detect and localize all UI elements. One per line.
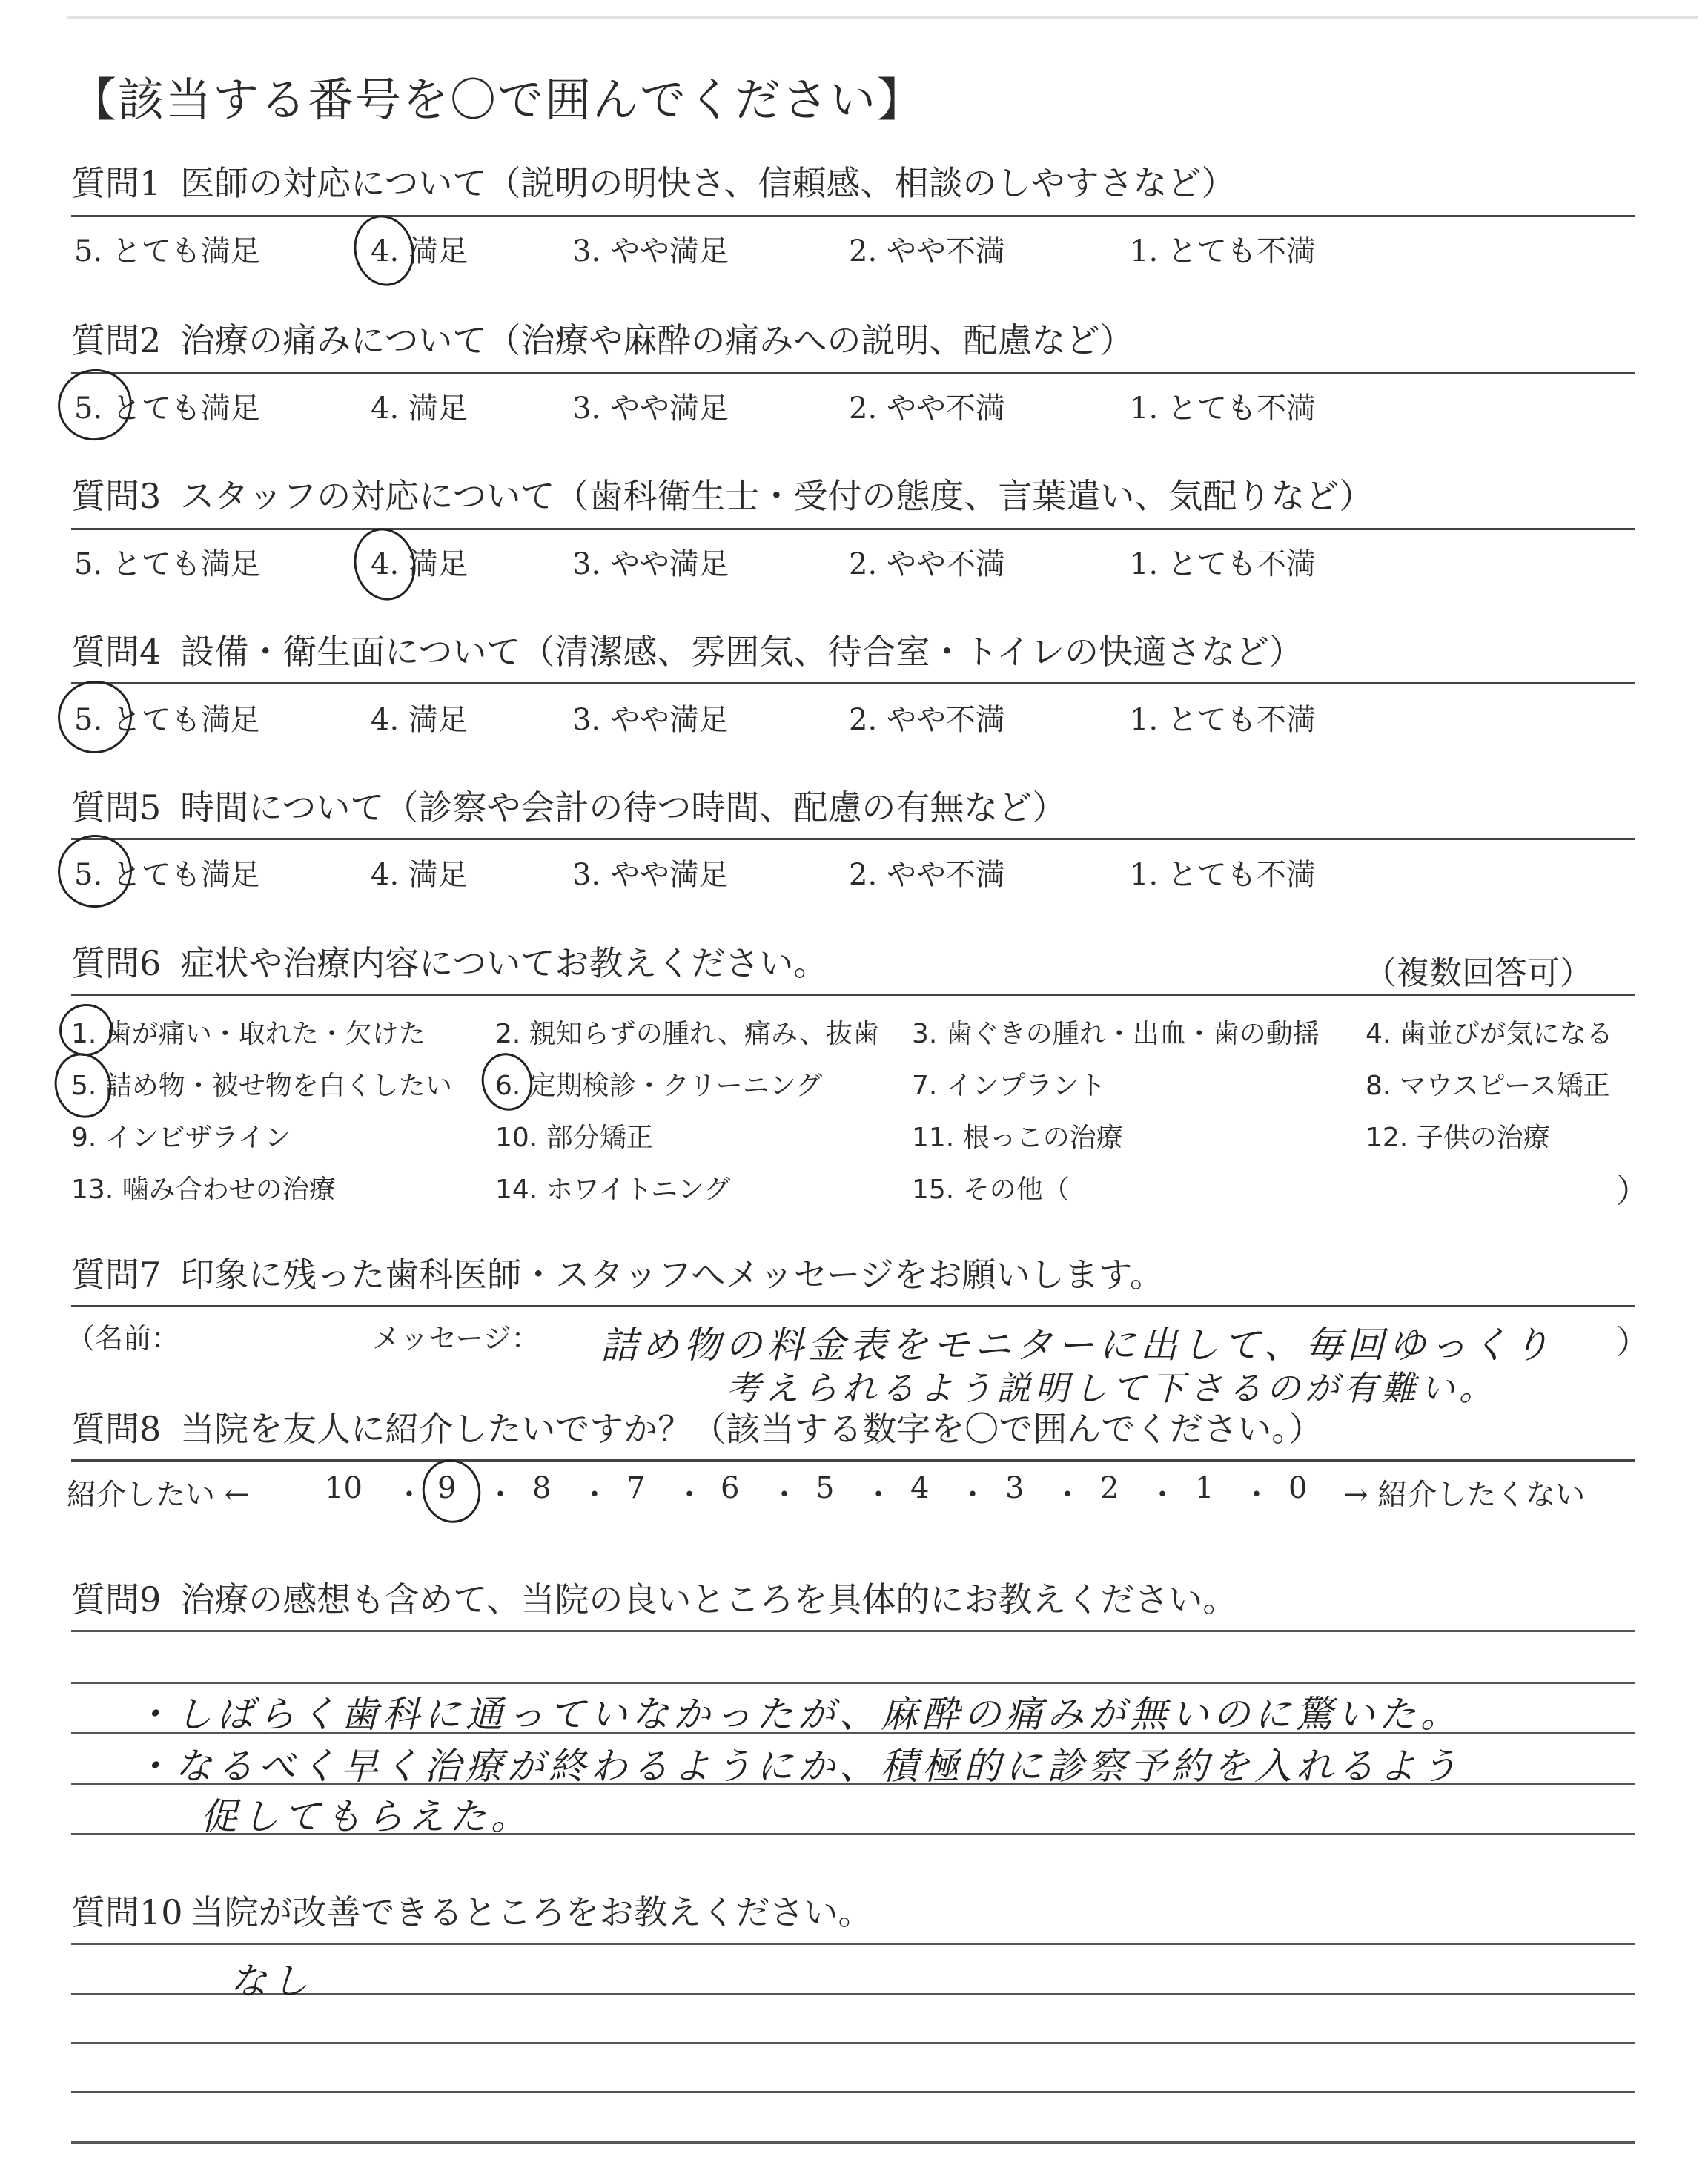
q6-rule	[71, 994, 1635, 996]
q6-option-2[interactable]: 2. 親知らずの腫れ、痛み、抜歯	[495, 1019, 880, 1049]
q1-option-2[interactable]: 2. やや不満	[849, 234, 1005, 268]
q8-scale-8[interactable]: 8	[532, 1471, 552, 1505]
q8-scale-3[interactable]: 3	[1005, 1471, 1025, 1505]
q8-separator: ・	[1148, 1478, 1177, 1512]
q9-answer-text-1[interactable]: ・しばらく歯科に通っていなかったが、麻酔の痛みが無いのに驚いた。	[133, 1693, 1462, 1736]
q4-rule	[71, 682, 1635, 684]
q6-option-13[interactable]: 13. 噛み合わせの治療	[71, 1175, 336, 1205]
q6-other-close-paren: ）	[1616, 1172, 1649, 1210]
q1-option-3[interactable]: 3. やや満足	[572, 234, 729, 268]
q10-answer-line-3	[71, 2042, 1635, 2044]
q8-left-label: 紹介したい ←	[67, 1478, 250, 1512]
q3-text: スタッフの対応について（歯科衛生士・受付の態度、言葉遣い、気配りなど）	[180, 476, 1374, 516]
q3-selection-circle	[346, 522, 423, 607]
q10-number: 質問10	[71, 1892, 183, 1932]
q6-selection-circle-1	[54, 998, 119, 1061]
q8-separator: ・	[958, 1478, 987, 1512]
q8-number: 質問8	[71, 1409, 162, 1449]
q6-option-5[interactable]: 5. 詰め物・被せ物を白くしたい	[71, 1071, 452, 1101]
q8-scale-6[interactable]: 6	[721, 1471, 740, 1505]
q5-rule	[71, 838, 1635, 840]
question-2	[71, 320, 1635, 360]
q5-option-5[interactable]: 5. とても満足	[74, 858, 260, 892]
q5-option-4[interactable]: 4. 満足	[371, 858, 468, 892]
q4-text: 設備・衛生面について（清潔感、雰囲気、待合室・トイレの快適さなど）	[180, 632, 1304, 672]
q6-option-9[interactable]: 9. インビザライン	[71, 1123, 291, 1153]
q2-option-2[interactable]: 2. やや不満	[849, 392, 1005, 426]
q9-text: 治療の感想も含めて、当院の良いところを具体的にお教えください。	[180, 1579, 1237, 1619]
q8-scale-7[interactable]: 7	[626, 1471, 646, 1505]
q1-option-1[interactable]: 1. とても不満	[1130, 234, 1316, 268]
q8-separator: ・	[394, 1478, 424, 1512]
q2-option-3[interactable]: 3. やや満足	[572, 392, 729, 426]
q3-option-1[interactable]: 1. とても不満	[1130, 547, 1316, 581]
q2-number: 質問2	[71, 320, 162, 360]
q8-scale-5[interactable]: 5	[815, 1471, 835, 1505]
q9-answer-text-3[interactable]: 促してもらえた。	[200, 1795, 532, 1838]
q8-rule	[71, 1459, 1635, 1462]
q5-selection-circle	[50, 827, 140, 915]
q8-separator: ・	[1053, 1478, 1082, 1512]
q4-option-2[interactable]: 2. やや不満	[849, 703, 1005, 737]
q2-text: 治療の痛みについて（治療や麻酔の痛みへの説明、配慮など）	[180, 320, 1134, 360]
q8-separator: ・	[1242, 1478, 1271, 1512]
q8-scale-4[interactable]: 4	[910, 1471, 930, 1505]
q10-text: 当院が改善できるところをお教えください。	[190, 1892, 873, 1932]
q8-separator: ・	[769, 1478, 799, 1512]
q7-number: 質問7	[71, 1255, 162, 1295]
q7-text: 印象に残った歯科医師・スタッフへメッセージをお願いします。	[180, 1255, 1164, 1295]
q3-option-5[interactable]: 5. とても満足	[74, 547, 260, 581]
q8-scale-9[interactable]: 9	[437, 1471, 457, 1505]
q5-option-1[interactable]: 1. とても不満	[1130, 858, 1316, 892]
q3-option-3[interactable]: 3. やや満足	[572, 547, 729, 581]
page-title: 【該当する番号を〇で囲んでください】	[70, 73, 925, 127]
q4-option-3[interactable]: 3. やや満足	[572, 703, 729, 737]
q6-option-7[interactable]: 7. インプラント	[912, 1071, 1106, 1101]
q2-option-5[interactable]: 5. とても満足	[74, 392, 260, 426]
q6-option-3[interactable]: 3. 歯ぐきの腫れ・出血・歯の動揺	[912, 1019, 1320, 1049]
q3-option-2[interactable]: 2. やや不満	[849, 547, 1005, 581]
q1-number: 質問1	[71, 163, 162, 203]
q8-separator: ・	[580, 1478, 609, 1512]
q9-number: 質問9	[71, 1579, 162, 1619]
q8-separator: ・	[675, 1478, 704, 1512]
q9-answer-text-2[interactable]: ・なるべく早く治療が終わるようにか、積極的に診察予約を入れるよう	[133, 1745, 1462, 1788]
q4-number: 質問4	[71, 632, 162, 672]
question-10	[71, 1892, 1635, 1932]
q10-answer-text[interactable]: なし	[230, 1960, 313, 2003]
q10-answer-line-5	[71, 2141, 1635, 2144]
question-5	[71, 787, 1635, 828]
q7-message-line-2[interactable]: 考えられるよう説明して下さるのが有難い。	[726, 1368, 1497, 1408]
q8-scale-0[interactable]: 0	[1288, 1471, 1308, 1505]
q9-answer-line-2	[71, 1682, 1635, 1684]
q1-selection-circle	[347, 209, 422, 293]
q6-option-14[interactable]: 14. ホワイトニング	[495, 1175, 731, 1205]
q6-option-1[interactable]: 1. 歯が痛い・取れた・欠けた	[71, 1019, 426, 1049]
q9-answer-line-1	[71, 1630, 1635, 1632]
q6-number: 質問6	[71, 943, 162, 983]
q10-answer-line-4	[71, 2091, 1635, 2093]
q6-option-4[interactable]: 4. 歯並びが気になる	[1366, 1019, 1613, 1049]
q7-rule	[71, 1305, 1635, 1307]
q8-scale-10[interactable]: 10	[325, 1471, 363, 1505]
q8-scale-2[interactable]: 2	[1100, 1471, 1119, 1505]
q7-name-label: （名前：	[67, 1322, 180, 1355]
q5-option-3[interactable]: 3. やや満足	[572, 858, 729, 892]
question-8	[71, 1409, 1635, 1449]
q6-multiple-note: （複数回答可）	[1364, 954, 1592, 992]
q2-rule	[71, 372, 1635, 374]
q7-message-label: メッセージ：	[372, 1322, 540, 1355]
q6-option-6[interactable]: 6. 定期検診・クリーニング	[495, 1071, 823, 1101]
question-4	[71, 632, 1635, 672]
q1-rule	[71, 215, 1635, 217]
q1-option-4[interactable]: 4. 満足	[371, 234, 468, 268]
q5-option-2[interactable]: 2. やや不満	[849, 858, 1005, 892]
q8-text: 当院を友人に紹介したいですか？（該当する数字を〇で囲んでください。）	[180, 1409, 1323, 1449]
q6-option-10[interactable]: 10. 部分矯正	[495, 1123, 653, 1153]
q5-text: 時間について（診察や会計の待つ時間、配慮の有無など）	[180, 787, 1067, 828]
q8-separator: ・	[486, 1478, 515, 1512]
q7-close-paren: ）	[1616, 1324, 1649, 1361]
q8-right-label: → 紹介したくない	[1343, 1478, 1586, 1512]
q5-number: 質問5	[71, 787, 162, 828]
q7-message-line-1[interactable]: 詰め物の料金表をモニターに出して、毎回ゆっくり	[600, 1324, 1555, 1367]
q3-option-4[interactable]: 4. 満足	[371, 547, 468, 581]
top-border	[67, 16, 1698, 19]
q1-text: 医師の対応について（説明の明快さ、信頼感、相談のしやすさなど）	[180, 163, 1236, 203]
q6-option-11[interactable]: 11. 根っこの治療	[912, 1123, 1123, 1153]
q4-option-5[interactable]: 5. とても満足	[74, 703, 260, 737]
q6-option-8[interactable]: 8. マウスピース矯正	[1366, 1071, 1610, 1101]
q8-selection-circle	[416, 1453, 487, 1529]
q2-option-1[interactable]: 1. とても不満	[1130, 392, 1316, 426]
question-7	[71, 1255, 1635, 1295]
q8-scale-1[interactable]: 1	[1195, 1471, 1214, 1505]
q3-rule	[71, 528, 1635, 530]
q6-text: 症状や治療内容についてお教えください。	[180, 943, 828, 983]
question-3	[71, 476, 1635, 516]
q6-selection-circle-5	[47, 1047, 118, 1124]
q1-option-5[interactable]: 5. とても満足	[74, 234, 260, 268]
q6-option-15[interactable]: 15. その他（	[912, 1175, 1070, 1205]
q4-option-1[interactable]: 1. とても不満	[1130, 703, 1316, 737]
q8-separator: ・	[864, 1478, 893, 1512]
q4-selection-circle	[50, 673, 140, 761]
q6-option-12[interactable]: 12. 子供の治療	[1366, 1123, 1550, 1153]
q6-selection-circle-6	[476, 1048, 539, 1116]
question-1	[71, 163, 1635, 203]
question-9	[71, 1579, 1635, 1619]
q3-number: 質問3	[71, 476, 162, 516]
q10-answer-line-1	[71, 1943, 1635, 1945]
q4-option-4[interactable]: 4. 満足	[371, 703, 468, 737]
q2-option-4[interactable]: 4. 満足	[371, 392, 468, 426]
